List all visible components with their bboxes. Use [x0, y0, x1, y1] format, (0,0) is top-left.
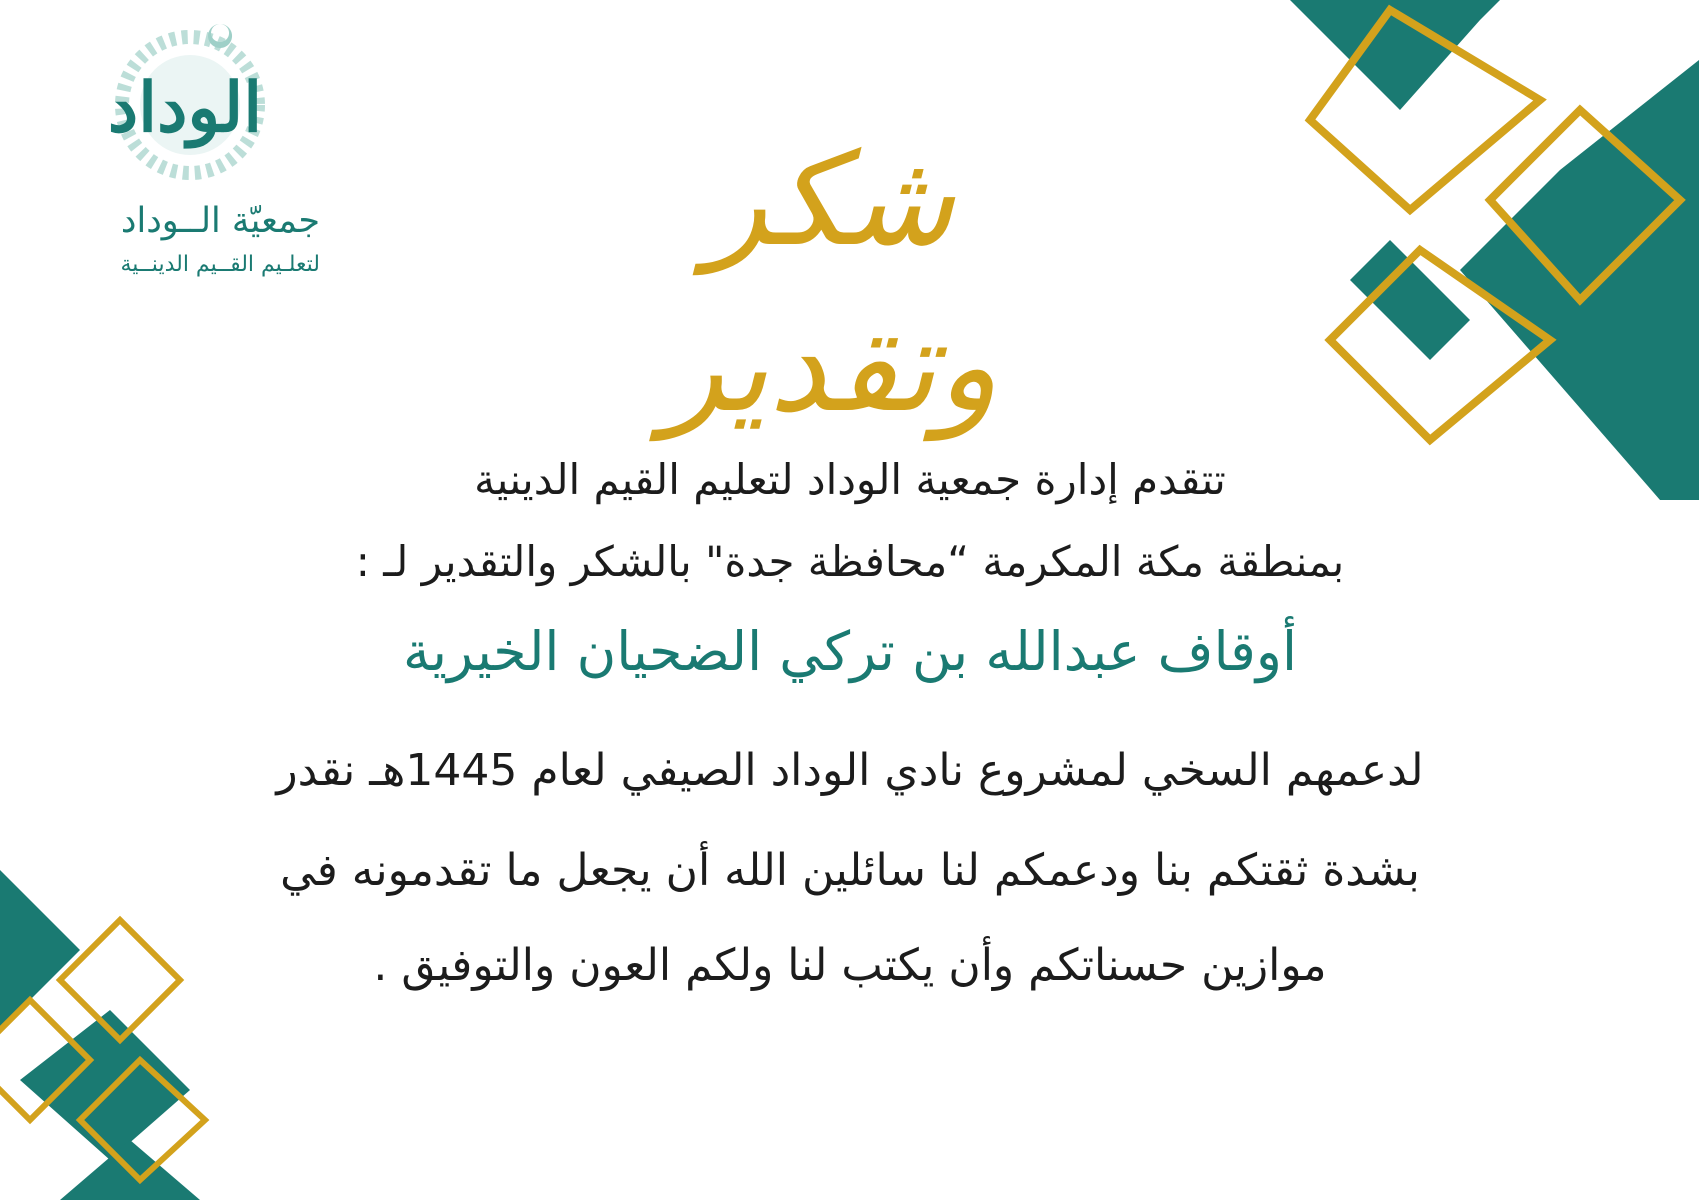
organization-name: جمعيّة الــوداد	[120, 201, 320, 241]
honoree-name: أوقاف عبدالله بن تركي الضحيان الخيرية	[403, 620, 1297, 683]
message-line-5: بشدة ثقتكم بنا ودعمكم لنا سائلين الله أن يجعل ما تقدمونه في	[280, 845, 1420, 896]
organization-logo	[50, 10, 320, 280]
logo-wordmark: الوداد	[107, 68, 263, 148]
teal-band-right	[1460, 60, 1699, 500]
organization-subtitle: لتعلـيم القــيم الدينــية	[120, 252, 320, 277]
message-line-6: موازين حسناتكم وأن يكتب لنا ولكم العون والتوفيق .	[373, 940, 1327, 991]
message-line-2: بمنطقة مكة المكرمة “محافظة جدة" بالشكر والتقدير لـ :	[355, 537, 1345, 586]
message-line-4: لدعمهم السخي لمشروع نادي الوداد الصيفي لعام 1445هـ نقدر	[276, 745, 1424, 796]
page-title: شكر وتقدير	[662, 126, 998, 442]
message-line-1: تتقدم إدارة جمعية الوداد لتعليم القيم الدينية	[474, 455, 1226, 504]
